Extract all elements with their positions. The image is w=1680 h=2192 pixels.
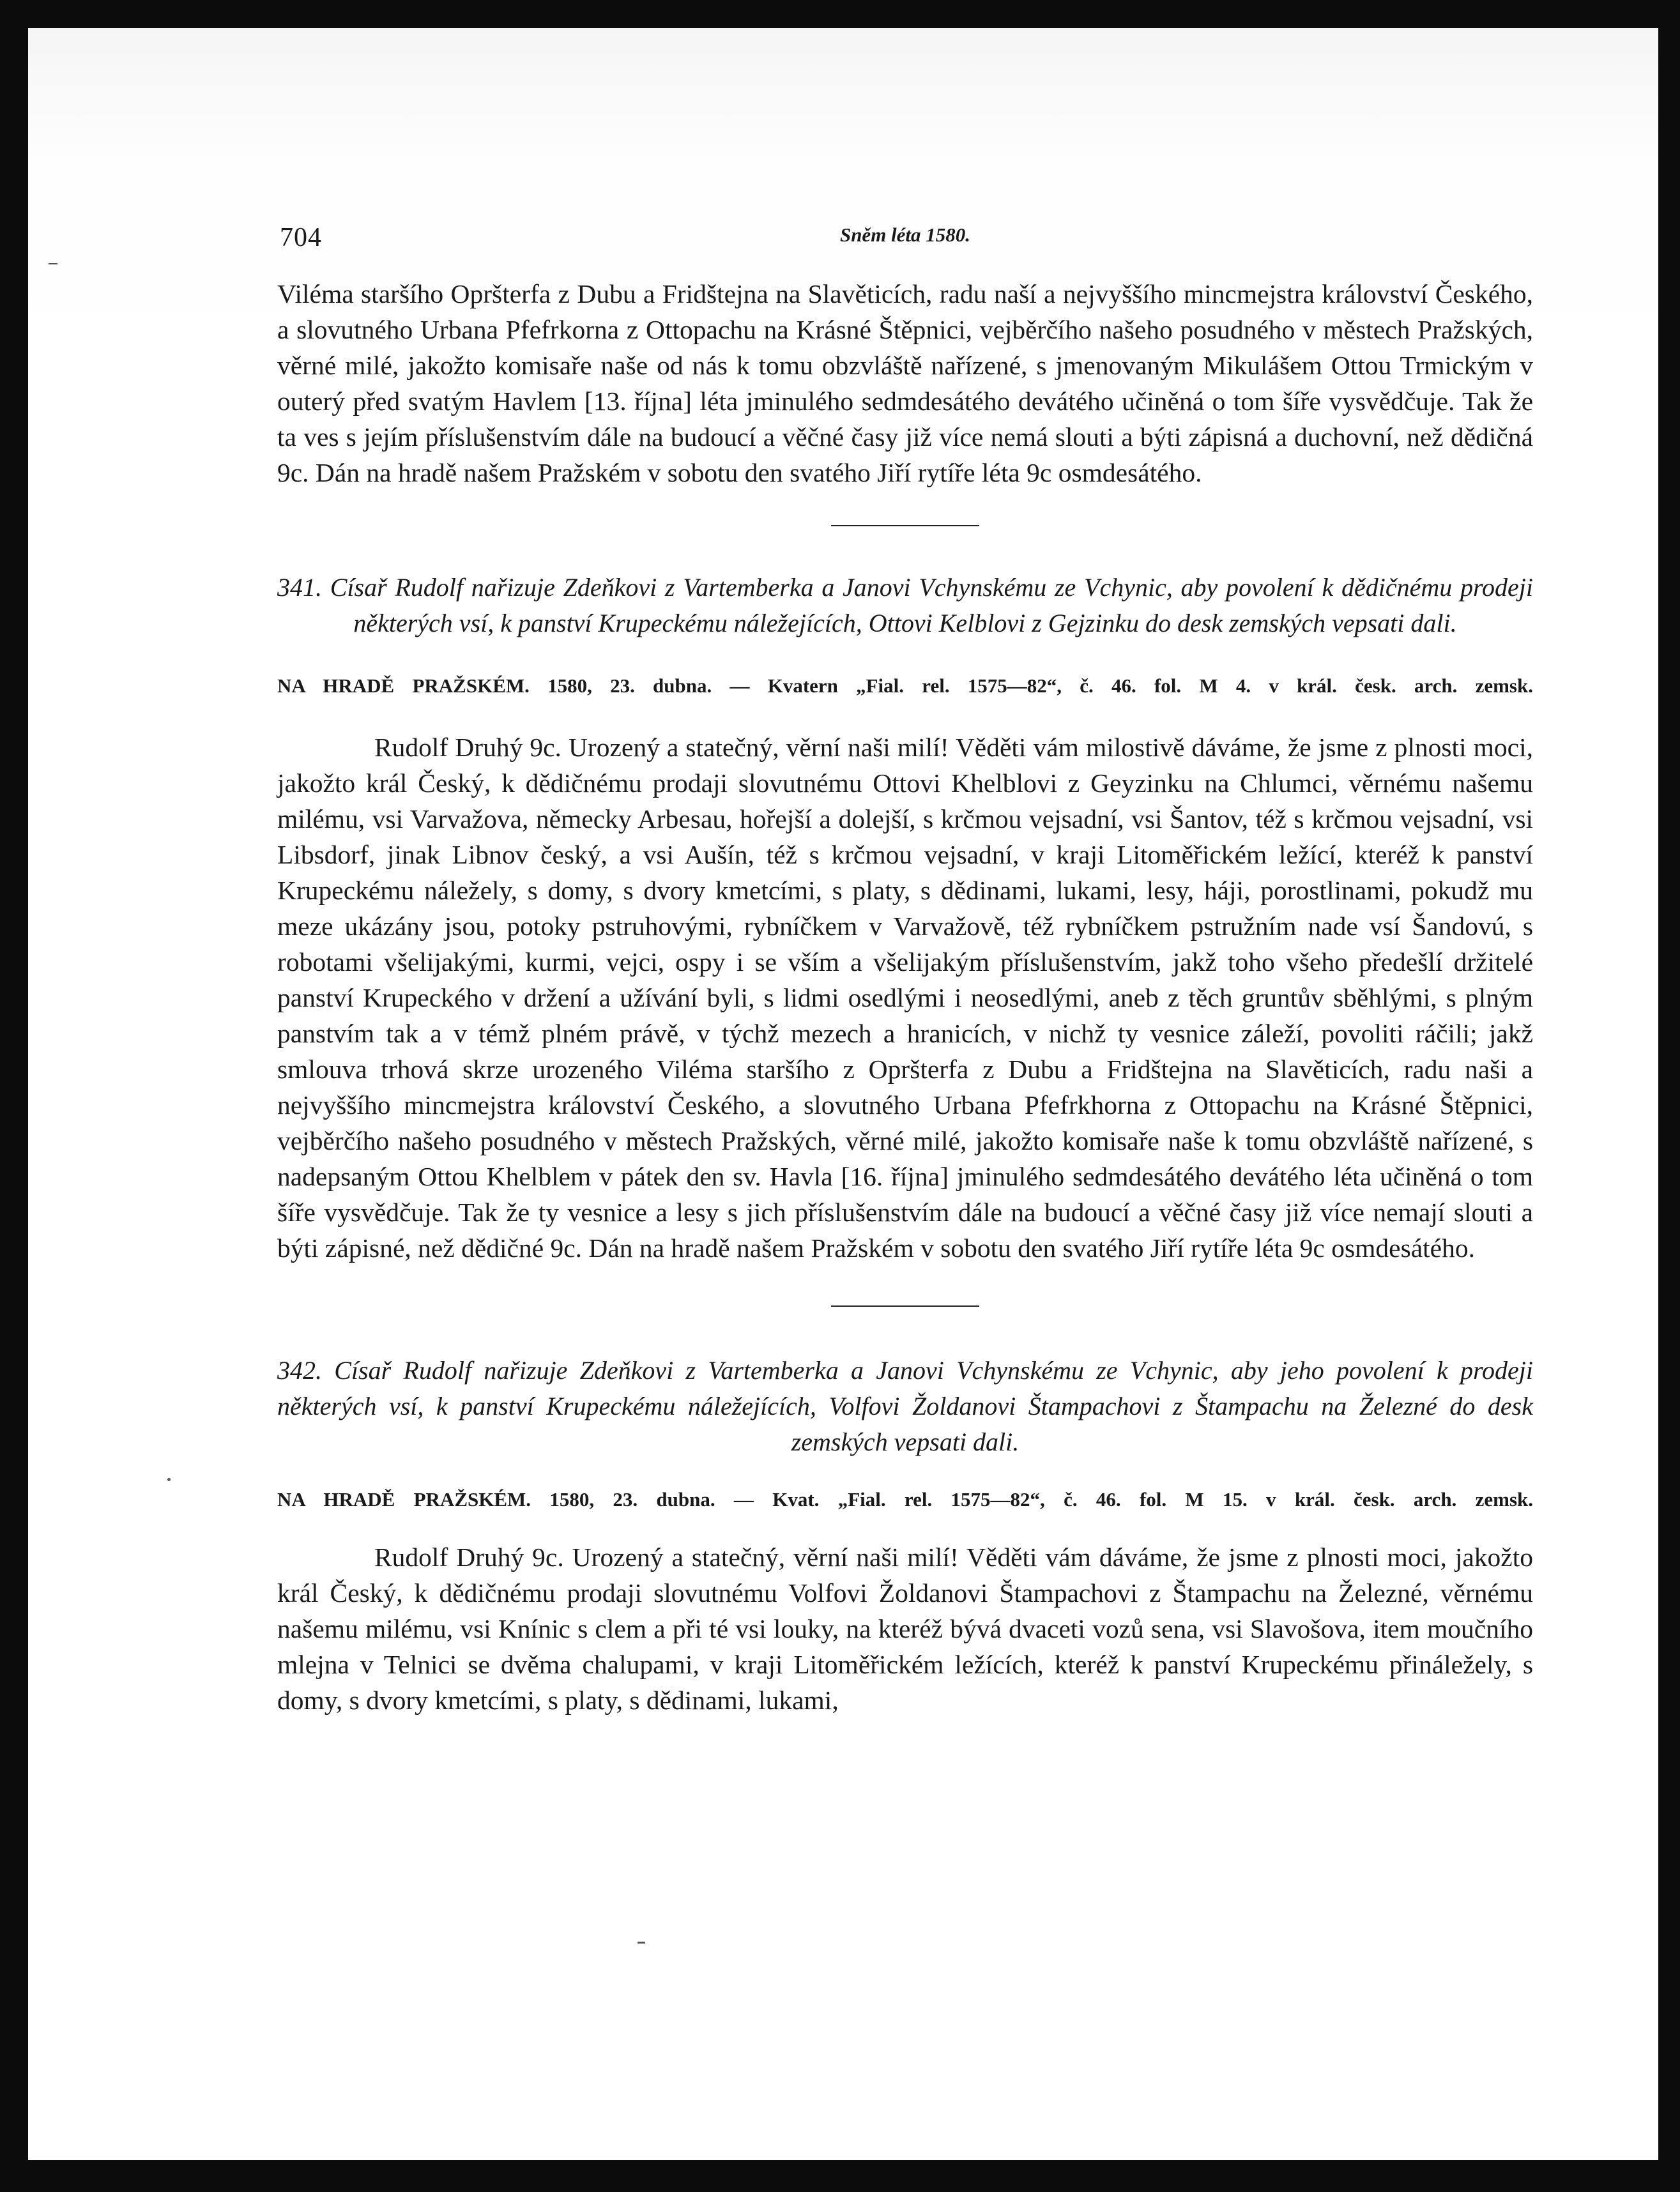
document-summary bbox=[277, 570, 1533, 641]
document-summary bbox=[277, 1353, 1533, 1460]
running-head bbox=[277, 211, 1533, 262]
document-number: 342. bbox=[277, 1356, 322, 1385]
document-source: NA HRADĚ PRAŽSKÉM. 1580, 23. dubna. — Kvatern „Fial. rel. 1575—82“, č. 46. fol. M 4. v král. česk. arch. zemsk. bbox=[277, 674, 1533, 697]
document-source: NA HRADĚ PRAŽSKÉM. 1580, 23. dubna. — Kvat. „Fial. rel. 1575—82“, č. 46. fol. M 15. v král. česk. arch. zemsk. bbox=[277, 1488, 1533, 1511]
running-title: Sněm léta 1580. bbox=[839, 224, 971, 246]
section-divider bbox=[831, 1305, 979, 1307]
page-content bbox=[277, 211, 1533, 1718]
section-divider bbox=[831, 525, 979, 526]
margin-speck bbox=[638, 1942, 645, 1944]
document-summary-text: Císař Rudolf nařizuje Zdeňkovi z Vartemberka a Janovi Vchynskému ze Vchynic, aby povolení k dědičnému prodeji některých vsí, k panství Krupeckému náležejících, Ottovi Kelblovi z Gejzinku do desk zemských vepsati dali. bbox=[330, 573, 1533, 637]
page-number: 704 bbox=[280, 223, 322, 252]
margin-speck bbox=[49, 263, 57, 264]
document-body: Rudolf Druhý 9c. Urozený a statečný, věrní naši milí! Věděti vám dáváme, že jsme z plnosti moci, jakožto král Český, k dědičnému prodaji slovutnému Volfovi Žoldanovi Štampachovi z Štampachu na Železné, věrnému našemu milému, vsi Knínic s clem a při té vsi louky, na kteréž bývá dvaceti vozů sena, vsi Slavošova, item moučního mlejna v Telnici se dvěma chalupami, v kraji Litoměřickém ležících, kteréž k panství Krupeckému přináležely, s domy, s dvory kmetcími, s platy, s dědinami, lukami, bbox=[277, 1542, 1533, 1715]
document-number: 341. bbox=[277, 573, 322, 602]
document-summary-text: Císař Rudolf nařizuje Zdeňkovi z Vartemberka a Janovi Vchynskému ze Vchynic, aby jeho povolení k prodeji některých vsí, k panství Krupeckému náležejících, Volfovi Žoldanovi Štampachovi z Štampachu na Železné do desk zemských vepsati dali. bbox=[277, 1356, 1534, 1456]
margin-speck bbox=[167, 1478, 171, 1481]
document-body: Rudolf Druhý 9c. Urozený a statečný, věrní naši milí! Věděti vám milostivě dáváme, že jsme z plnosti moci, jakožto král Český, k dědičnému prodaji slovutnému Ottovi Khelblovi z Geyzinku na Chlumci, věrnému našemu milému, vsi Varvažova, německy Arbesau, hořejší a dolejší, s krčmou vejsadní, vsi Šantov, též s krčmou vejsadní, vsi Libsdorf, jinak Libnov český, a vsi Aušín, též s krčmou vejsadní, v kraji Litoměřickém ležící, kteréž k panství Krupeckému náležely, s domy, s dvory kmetcími, s platy, s dědinami, lukami, lesy, háji, porostlinami, pokudž mu meze ukázány jsou, potoky pstruhovými, rybníčkem v Varvažově, též rybníčkem pstružním nade vsí Šandovú, s robotami všelijakými, kurmi, vejci, ospy i se vším a všelijakým příslušenstvím, jakž toho všeho předešlí držitelé panství Krupeckého v držení a užívání byli, s lidmi osedlými i neosedlými, aneb z těch gruntův sběhlými, s plným panstvím tak a v témž plném právě, v týchž mezech a hranicích, v nichž ty vesnice záleží, povoliti ráčili; jakž smlouva trhová skrze urozeného Viléma staršího z Opršterfa z Dubu a Fridštejna na Slavěticích, radu naši a nejvyššího mincmejstra království Českého, a slovutného Urbana Pfefrkhorna z Ottopachu na Krásné Štěpnici, vejběrčího našeho posudného v městech Pražských, věrné milé, jakožto komisaře naše k tomu obzvláště nařízené, s nadepsaným Ottou Khelblem v pátek den sv. Havla [16. října] jminulého sedmdesátého devátého léta učiněná o tom šíře vysvědčuje. Tak že ty vesnice a lesy s jich příslušenstvím dále na budoucí a věčné časy již více nemají slouti a býti zápisné, než dědičné 9c. Dán na hradě našem Pražském v sobotu den svatého Jiří rytíře léta 9c osmdesátého. bbox=[277, 733, 1533, 1263]
continuation-paragraph: Viléma staršího Opršterfa z Dubu a Fridštejna na Slavěticích, radu naší a nejvyššího mincmejstra království Českého, a slovutného Urbana Pfefrkorna z Ottopachu na Krásné Štěpnici, vejběrčího našeho posudného v městech Pražských, věrné milé, jakožto komisaře naše od nás k tomu obzvláště nařízené, s jmenovaným Mikulášem Ottou Trmickým v outerý před svatým Havlem [13. října] léta jminulého sedmdesátého devátého učiněná o tom šíře vysvědčuje. Tak že ta ves s jejím příslušenstvím dále na budoucí a věčné časy již více nemá slouti a býti zápisná a duchovní, než dědičná 9c. Dán na hradě našem Pražském v sobotu den svatého Jiří rytíře léta 9c osmdesátého. bbox=[277, 279, 1533, 487]
